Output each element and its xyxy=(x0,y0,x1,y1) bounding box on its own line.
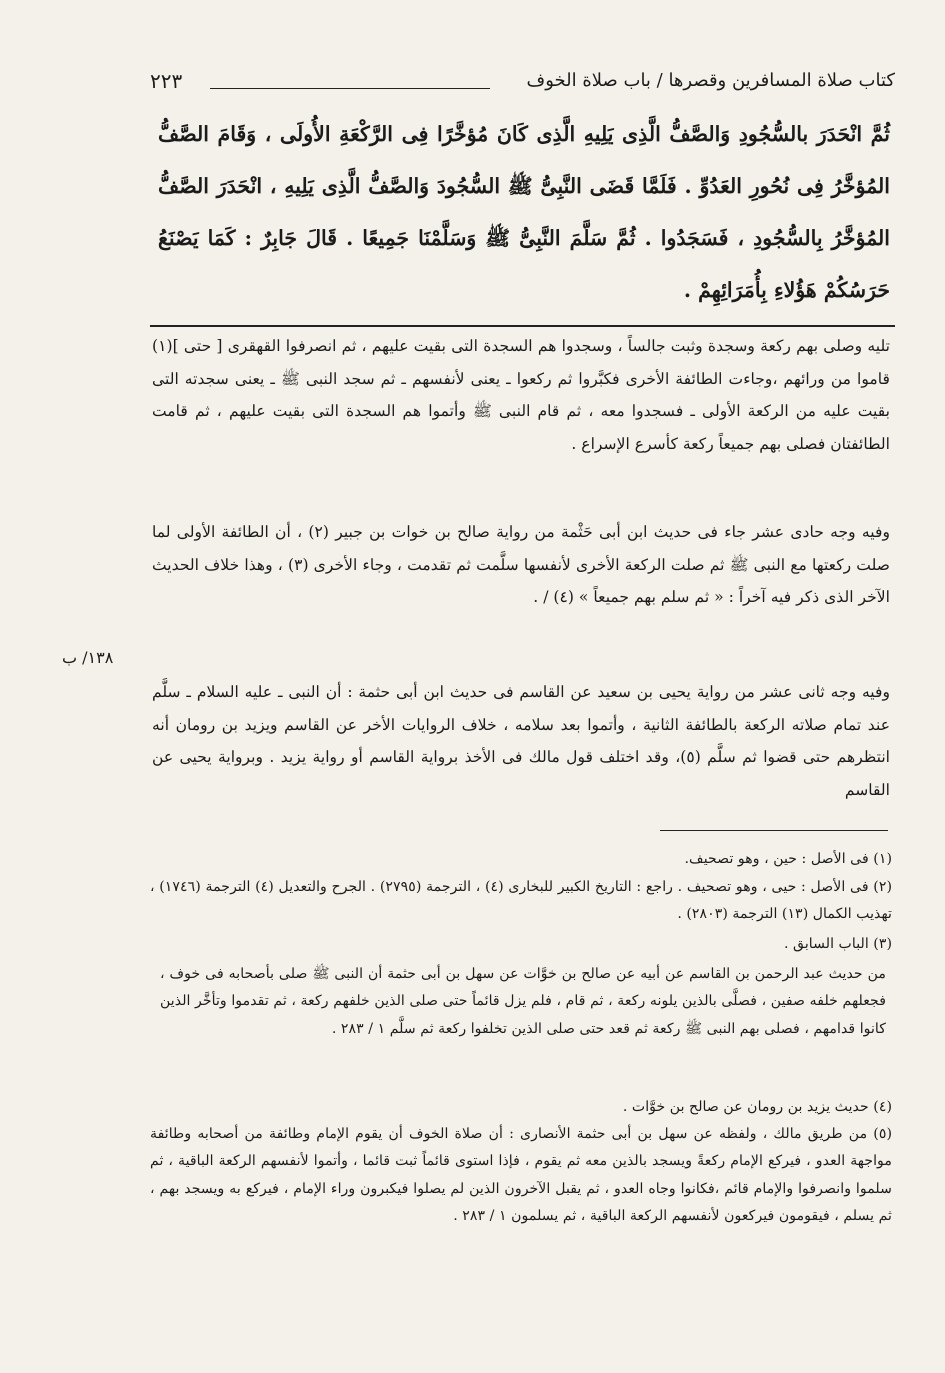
footnote-5: (٥) من طريق مالك ، ولفظه عن سهل بن أبى حثمة الأنصارى : أن صلاة الخوف أن يقوم الإمام وطائفة من أصحابه وطائفة مواجهة العدو ، فيركع الإمام ركعةً ويسجد بالذين معه ثم يقوم ، فإذا استوى قائماً ثبت قائما ، وأتموا لأنفسهم الركعة الباقية ، ثم سلموا وانصرفوا والإمام قائم ،فكانوا وجاه العدو ، ثم يقبل الآخرون الذين لم يصلوا فيكبرون وراء الإمام ، فيركع به ويسجد بهم ، ثم يسلم ، فيقومون فيركعون لأنفسهم الركعة الباقية ، ثم يسلمون ١ / ٢٨٣ . xyxy=(150,1126,892,1225)
footnote-3: (٣) الباب السابق . xyxy=(784,936,892,952)
running-header xyxy=(150,66,895,100)
footnote-2: (٢) فى الأصل : حيى ، وهو تصحيف . راجع : التاريخ الكبير للبخارى (٤) ، الترجمة (٢٧٩٥) . الجرح والتعديل (٤) الترجمة (١٧٤٦) ، تهذيب الكمال (١٣) الترجمة (٢٨٠٣) . xyxy=(150,879,893,923)
commentary-paragraph-3: وفيه وجه ثانى عشر من رواية يحيى بن سعيد عن القاسم فى حديث ابن أبى حثمة : أن النبى ـ عليه السلام ـ سلَّم عند تمام صلاته الركعة بالطائفة الثانية ، وأتموا بعد سلامه ، خلاف الروايات الأخر عن القاسم ويزيد بن رومان أنه انتظرهم حتى قضوا ثم سلَّم (٥)، وقد اختلف قول مالك فى الأخذ برواية القاسم أو رواية يزيد . وبرواية يحيى عن القاسم xyxy=(152,683,890,799)
footnote-1: (١) فى الأصل : حين ، وهو تصحيف. xyxy=(684,851,892,867)
commentary-paragraph-1: تليه وصلى بهم ركعة وسجدة وثبت جالساً ، وسجدوا هم السجدة التى بقيت عليهم ، ثم انصرفوا القهقرى [ حتى ](١) قاموا من ورائهم ،وجاءت الطائفة الأخرى فكبَّروا ثم ركعوا ـ يعنى لأنفسهم ـ ثم سجد النبى ﷺ ـ يعنى سجدته التى بقيت عليه من الركعة الأولى ـ فسجدوا معه ، ثم قام النبى ﷺ وأتموا هم السجدة التى بقيت عليهم ، ثم قامت الطائفتان فصلى بهم جميعاً ركعة كأسرع الإسراع . xyxy=(152,337,890,453)
commentary-paragraph-2: وفيه وجه حادى عشر جاء فى حديث ابن أبى حَثْمة من رواية صالح بن خوات بن جبير (٢) ، أن الطائفة الأولى لما صلت ركعتها مع النبى ﷺ ثم صلت الركعة الأخرى لأنفسها سلَّمت ثم تقدمت ، وجاء الأخرى (٣) ، وهذا خلاف الحديث الآخر الذى ذكر فيه آخراً : « ثم سلم بهم جميعاً » (٤) / . xyxy=(152,523,891,607)
footnote-separator xyxy=(660,830,888,831)
header-rule xyxy=(210,88,490,89)
hadith-text: ثُمَّ انْحَدَرَ بالسُّجُودِ وَالصَّفُّ الَّذِى يَلِيهِ الَّذِى كَانَ مُؤخَّرًا فِى الرَّكْعَةِ الأُولَى ، وَقَامَ الصَّفُّ المُؤخَّرُ فِى نُحُورِ العَدُوِّ . فَلَمَّا قَضَى النَّبِىُّ ﷺ السُّجُودَ وَالصَّفُّ الَّذِى يَلِيهِ ، انْحَدَرَ الصَّفُّ المُؤخَّرُ بِالسُّجُودِ ، فَسَجَدُوا . ثُمَّ سَلَّمَ النَّبِىُّ ﷺ وَسَلَّمْنَا جَمِيعًا . قَالَ جَابِرٌ : كَمَا يَصْنَعُ حَرَسُكُمْ هَؤُلاءِ بِأُمَرَائِهِمْ . xyxy=(158,122,890,302)
footnote-3-quotation: من حديث عبد الرحمن بن القاسم عن أبيه عن صالح بن خوَّات عن سهل بن أبى حثمة أن النبى ﷺ صلى بأصحابه فى خوف ، فجعلهم خلفه صفين ، فصلَّى بالذين يلونه ركعة ، ثم قام ، فلم يزل قائماً حتى صلى الذين خلفهم ركعة ، ثم تقدموا وتأخَّر الذين كانوا قدامهم ، فصلى بهم النبى ﷺ ركعة ثم قعد حتى صلى الذين تخلفوا ركعة ثم سلَّم ١ / ٢٨٣ . xyxy=(160,966,886,1037)
page-number: ٢٢٣ xyxy=(150,69,183,93)
footnote-4: (٤) حديث يزيد بن رومان عن صالح بن خوَّات . xyxy=(622,1099,892,1115)
chapter-title: كتاب صلاة المسافرين وقصرها / باب صلاة الخوف xyxy=(526,70,895,91)
hadith-separator xyxy=(150,325,895,327)
manuscript-folio-note: ١٣٨/ ب xyxy=(62,648,114,667)
